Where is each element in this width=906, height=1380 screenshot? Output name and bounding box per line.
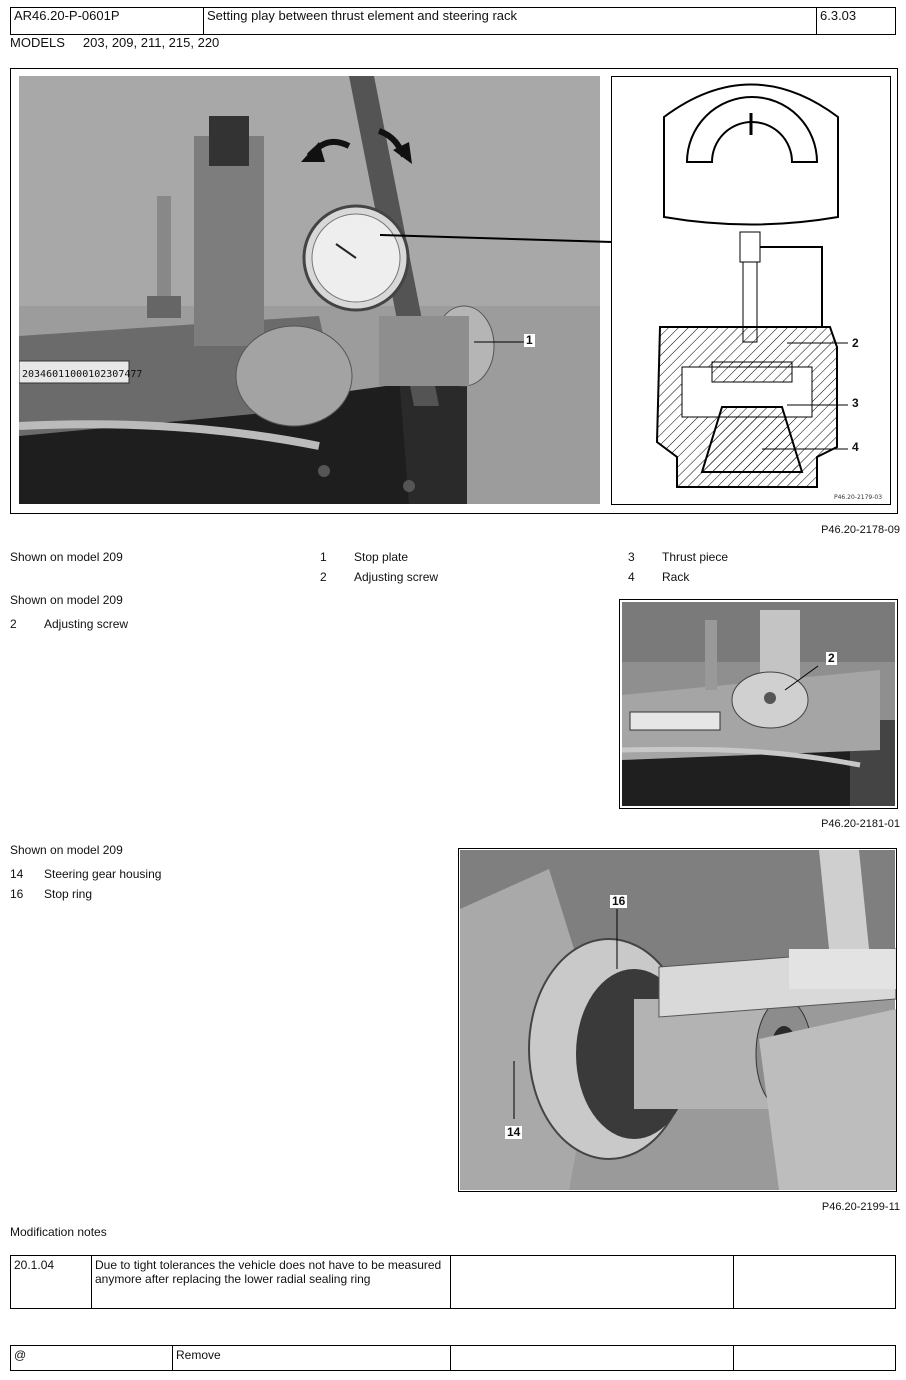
legend-label: Adjusting screw xyxy=(44,617,129,631)
callout-16: 16 xyxy=(612,894,626,908)
callout-1: 1 xyxy=(526,333,533,347)
mod-col3 xyxy=(451,1256,734,1309)
callout-3: 3 xyxy=(852,396,859,410)
legend-label: Steering gear housing xyxy=(44,867,162,881)
thrust-element-section-diagram xyxy=(611,76,891,505)
document-header xyxy=(10,7,896,35)
legend-label: Stop ring xyxy=(44,887,93,901)
footer-table xyxy=(10,1345,896,1371)
figure-3-caption: P46.20-2199-11 xyxy=(821,1201,900,1213)
footer-col4 xyxy=(734,1346,896,1371)
mod-col4 xyxy=(734,1256,896,1309)
models-line xyxy=(10,35,219,50)
modification-heading: Modification notes xyxy=(10,1225,107,1239)
table-row xyxy=(11,1346,896,1371)
figure-1-caption: P46.20-2178-09 xyxy=(821,524,900,536)
diagram-code: P46.20-2179-03 xyxy=(834,494,883,501)
doc-id: AR46.20-P-0601P xyxy=(11,8,204,35)
legend-num: 1 xyxy=(320,550,327,564)
callout-2-photo: 2 xyxy=(828,651,835,665)
stop-ring-caliper-photo xyxy=(458,848,897,1192)
legend-label: Adjusting screw xyxy=(354,570,439,584)
footer-col3 xyxy=(451,1346,734,1371)
legend-label: Stop plate xyxy=(354,550,409,564)
models-list: 203, 209, 211, 215, 220 xyxy=(82,35,220,50)
callout-4: 4 xyxy=(852,440,859,454)
section-1-shown-on: Shown on model 209 xyxy=(10,550,123,564)
doc-version: 6.3.03 xyxy=(817,8,896,35)
modification-table xyxy=(10,1255,896,1309)
legend-num: 2 xyxy=(320,570,327,584)
gauge-to-diagram-leader xyxy=(380,230,612,244)
legend-num: 2 xyxy=(10,617,17,631)
mod-date: 20.1.04 xyxy=(11,1256,92,1309)
callout-14: 14 xyxy=(507,1125,521,1139)
table-row xyxy=(11,1256,896,1309)
doc-title: Setting play between thrust element and steering rack xyxy=(204,8,817,35)
steering-rack-dial-gauge-photo xyxy=(19,76,600,504)
models-label: MODELS xyxy=(10,35,65,50)
legend-num: 16 xyxy=(10,887,24,901)
footer-symbol: @ xyxy=(11,1346,173,1371)
legend-label: Rack xyxy=(662,570,690,584)
callout-2: 2 xyxy=(852,336,859,350)
legend-label: Thrust piece xyxy=(662,550,729,564)
mod-note: Due to tight tolerances the vehicle does not have to be measured anymore after replacing the lower radial sealing ring xyxy=(92,1256,451,1309)
footer-action: Remove xyxy=(173,1346,451,1371)
photo-serial-label: 20346011000102307477 xyxy=(22,369,143,380)
figure-2-caption: P46.20-2181-01 xyxy=(821,818,900,830)
legend-num: 14 xyxy=(10,867,24,881)
section-3-shown-on: Shown on model 209 xyxy=(10,843,123,857)
adjusting-screw-photo xyxy=(619,599,898,809)
section-2-shown-on: Shown on model 209 xyxy=(10,593,123,607)
legend-num: 3 xyxy=(628,550,635,564)
legend-num: 4 xyxy=(628,570,635,584)
